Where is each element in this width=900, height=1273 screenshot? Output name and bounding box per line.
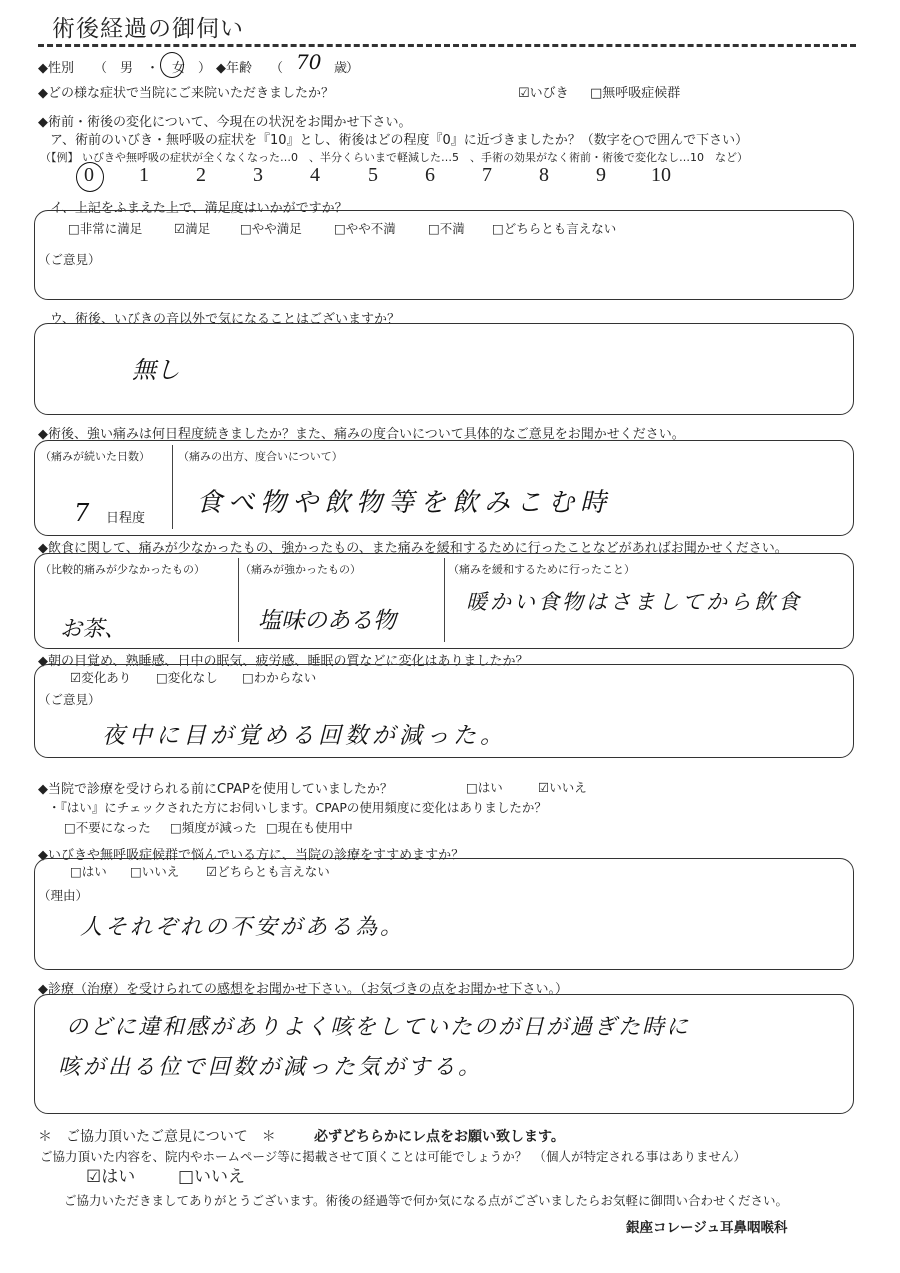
sat-satisfied[interactable]: ☑満足 [174,221,211,236]
impressions-question: ◆診療（治療）を受けられての感想をお聞かせ下さい。（お気づきの点をお聞かせ下さい。） [38,982,568,997]
age-open-paren: （ [270,61,284,76]
sat-very-satisfied[interactable]: □非常に満足 [68,221,143,236]
consent-heading: ＊ ご協力頂いたご意見について ＊ [38,1129,276,1145]
cpap-not-needed[interactable]: □不要になった [64,820,151,835]
other-concerns-answer[interactable]: 無し [132,356,180,384]
age-value[interactable]: 70 [296,50,322,74]
scale-5[interactable]: 5 [368,164,378,186]
title-divider [38,44,856,47]
cpap-question: ◆当院で診療を受けられる前にCPAPを使用していましたか？ [38,782,393,797]
scale-2[interactable]: 2 [196,164,206,186]
pain-detail-label: （痛みの出方、度合いについて） [178,450,343,463]
sleep-unchanged[interactable]: □変化なし [156,670,218,685]
clinic-name: 銀座コレージュ耳鼻咽喉科 [626,1220,788,1236]
age-label: ◆年齢 [216,61,252,76]
sex-options[interactable]: （ 男 ・ 女 ） [94,61,212,76]
satisfaction-opinion-label: （ご意見） [38,252,101,267]
cpap-less-frequent[interactable]: □頻度が減った [170,820,257,835]
food-col2-label: （痛みが強かったもの） [240,563,361,576]
food-col3-answer[interactable]: 暖かい食物はさましてから飲食 [466,590,802,614]
scale-0[interactable]: 0 [84,164,94,186]
pain-detail-answer[interactable]: 食べ物や飲物等を飲みこむ時 [196,488,613,518]
cpap-followup: ・『はい』にチェックされた方にお伺いします。CPAPの使用頻度に変化はありましたか？ [48,800,547,815]
symptom-snoring-checkbox[interactable]: ☑いびき [518,86,569,101]
age-close-paren: ） [346,61,360,76]
food-col2-answer[interactable]: 塩味のある物 [258,608,396,634]
sat-dissatisfied[interactable]: □不満 [428,221,465,236]
change-example: （【例】 いびきや無呼吸の症状が全くなくなった…0 、半分くらいまで軽減した…5 、手術の効果がなく術前・術後で変化なし…10 など） [40,151,748,164]
cpap-yes[interactable]: □はい [466,780,503,795]
sat-neutral[interactable]: □どちらとも言えない [492,221,617,236]
consent-question: ご協力頂いた内容を、院内やホームページ等に掲載させて頂くことは可能でしょうか？ （個人が特定される事はありません） [40,1149,747,1164]
recommend-neutral[interactable]: ☑どちらとも言えない [206,864,330,879]
scale-10[interactable]: 10 [651,164,671,186]
change-heading: ◆術前・術後の変化について、今現在の状況をお聞かせ下さい。 [38,115,412,130]
recommend-reason-label: （理由） [38,888,89,903]
pain-divider [172,445,173,529]
pain-question: ◆術後、強い痛みは何日程度続きましたか？また、痛みの度合いについて具体的なご意見をお聞かせください。 [38,427,685,442]
sex-label: ◆性別 [38,61,74,76]
cpap-still-using[interactable]: □現在も使用中 [266,820,353,835]
sleep-question: ◆朝の目覚め、熟睡感、日中の眠気、疲労感、睡眠の質などに変化はありましたか？ [38,654,529,669]
recommend-answer[interactable]: 人それぞれの不安がある為。 [80,915,406,940]
change-question: ア、術前のいびき・無呼吸の症状を『10』とし、術後はどの程度『0』に近づきましたか？（数字を○で囲んで下さい） [50,133,749,148]
food-divider-1 [238,558,239,642]
scale-6[interactable]: 6 [425,164,435,186]
recommend-question: ◆いびきや無呼吸症候群で悩んでいる方に、当院の診療をすすめますか？ [38,848,465,863]
sex-selected-circle [160,52,184,78]
pain-days-value[interactable]: 7 [74,499,90,527]
food-col1-label: （比較的痛みが少なかったもの） [40,563,205,576]
thanks-message: ご協力いただきましてありがとうございます。術後の経過等で何か気になる点がございましたらお気軽に御問い合わせください。 [64,1193,789,1208]
food-question: ◆飲食に関して、痛みが少なかったもの、強かったもの、また痛みを緩和するために行ったことなどがあればお聞かせください。 [38,541,788,556]
pain-days-suffix: 日程度 [106,511,146,526]
sat-somewhat-dissatisfied[interactable]: □やや不満 [334,221,396,236]
sat-somewhat-satisfied[interactable]: □やや満足 [240,221,302,236]
sleep-unknown[interactable]: □わからない [242,670,317,685]
cpap-no[interactable]: ☑いいえ [538,780,587,795]
age-suffix: 歳 [334,61,348,76]
recommend-yes[interactable]: □はい [70,864,107,879]
scale-selected-circle [76,162,104,192]
page-title: 術後経過の御伺い [52,16,244,42]
consent-yes[interactable]: ☑はい [86,1167,136,1187]
scale-4[interactable]: 4 [310,164,320,186]
symptom-apnea-checkbox[interactable]: □無呼吸症候群 [590,86,681,101]
sleep-opinion-label: （ご意見） [38,692,101,707]
scale-1[interactable]: 1 [139,164,149,186]
pain-days-label: （痛みが続いた日数） [40,450,150,463]
recommend-no[interactable]: □いいえ [130,864,180,879]
food-col3-label: （痛みを緩和するために行ったこと） [448,563,635,576]
scale-7[interactable]: 7 [482,164,492,186]
food-divider-2 [444,558,445,642]
satisfaction-question: イ、上記をふまえた上で、満足度はいかがですか？ [50,201,348,216]
symptoms-question: ◆どの様な症状で当院にご来院いただきましたか？ [38,86,334,101]
scale-3[interactable]: 3 [253,164,263,186]
impressions-line1[interactable]: のどに違和感がありよく咳をしていたのが日が過ぎた時に [66,1015,691,1040]
sleep-changed[interactable]: ☑変化あり [70,670,132,685]
scale-8[interactable]: 8 [539,164,549,186]
scale-9[interactable]: 9 [596,164,606,186]
food-col1-answer[interactable]: お茶、 [60,617,127,642]
impressions-line2[interactable]: 咳が出る位で回数が減った気がする。 [58,1055,484,1080]
consent-must: 必ずどちらかにレ点をお願い致します。 [314,1129,565,1145]
other-concerns-question: ウ、術後、いびきの音以外で気になることはございますか？ [50,312,400,327]
sleep-answer[interactable]: 夜中に目が覚める回数が減った。 [102,723,507,749]
consent-no[interactable]: □いいえ [178,1167,246,1187]
